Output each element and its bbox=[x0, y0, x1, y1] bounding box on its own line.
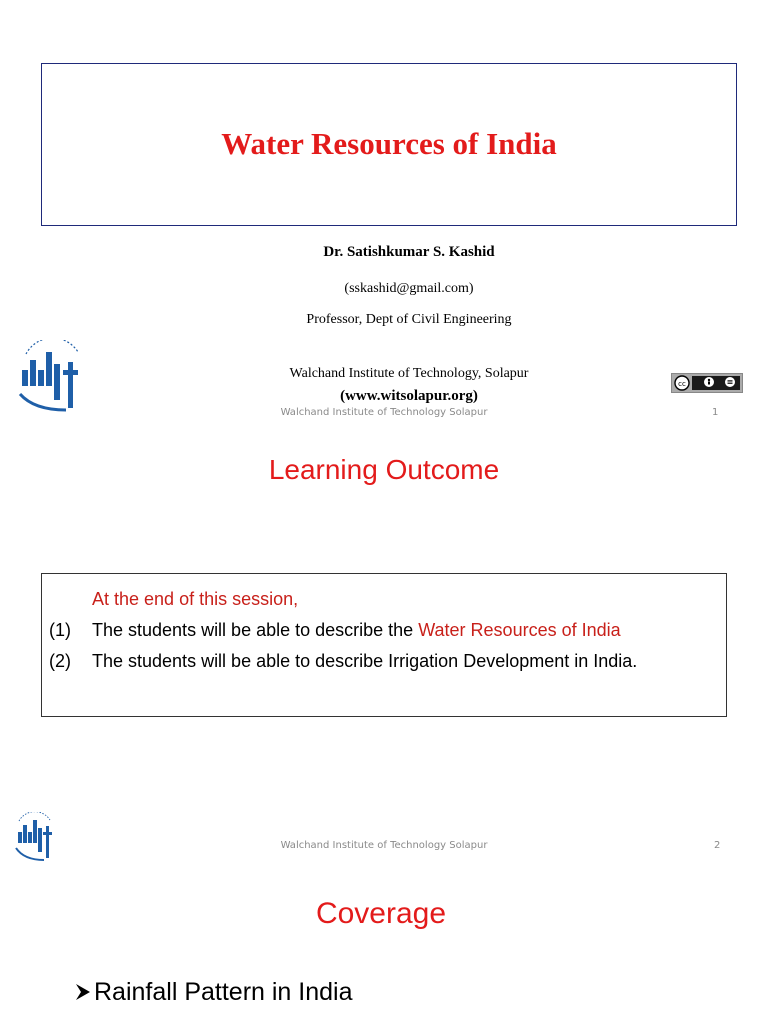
arrow-bullet-icon bbox=[74, 978, 94, 1007]
outcome-intro: At the end of this session, bbox=[92, 589, 299, 609]
page-number: 1 bbox=[712, 407, 719, 418]
outcome-highlight: Water Resources of India bbox=[418, 620, 621, 640]
page-number: 2 bbox=[714, 840, 721, 851]
list-item bbox=[74, 978, 352, 1007]
author-role: Professor, Dept of Civil Engineering bbox=[306, 312, 512, 327]
author-email: (sskashid@gmail.com) bbox=[344, 281, 474, 296]
bullet-text: Rainfall Pattern in India bbox=[94, 978, 353, 1006]
outcome-text: The students will be able to describe the bbox=[92, 620, 419, 640]
outcome-item bbox=[92, 651, 637, 672]
slide-footer: Walchand Institute of Technology Solapur bbox=[280, 840, 488, 851]
slide-title: Learning Outcome bbox=[268, 454, 500, 485]
svg-text:cc: cc bbox=[678, 380, 686, 388]
cc-by-nd-badge-icon bbox=[671, 373, 743, 393]
institute-website: (www.witsolapur.org) bbox=[340, 388, 478, 404]
outcome-item bbox=[92, 620, 621, 641]
slide-footer: Walchand Institute of Technology Solapur bbox=[280, 407, 488, 418]
slide-title: Coverage bbox=[315, 897, 447, 930]
outcome-number: (1) bbox=[49, 620, 71, 640]
institute-logo bbox=[16, 340, 86, 419]
outcome-text: The students will be able to describe Irrigation Development in India. bbox=[92, 651, 638, 671]
outcome-number: (2) bbox=[49, 651, 71, 671]
author-name: Dr. Satishkumar S. Kashid bbox=[323, 244, 495, 260]
institute-name: Walchand Institute of Technology, Solapur bbox=[289, 366, 529, 381]
institute-logo bbox=[14, 812, 54, 867]
slide-title: Water Resources of India bbox=[221, 126, 557, 161]
